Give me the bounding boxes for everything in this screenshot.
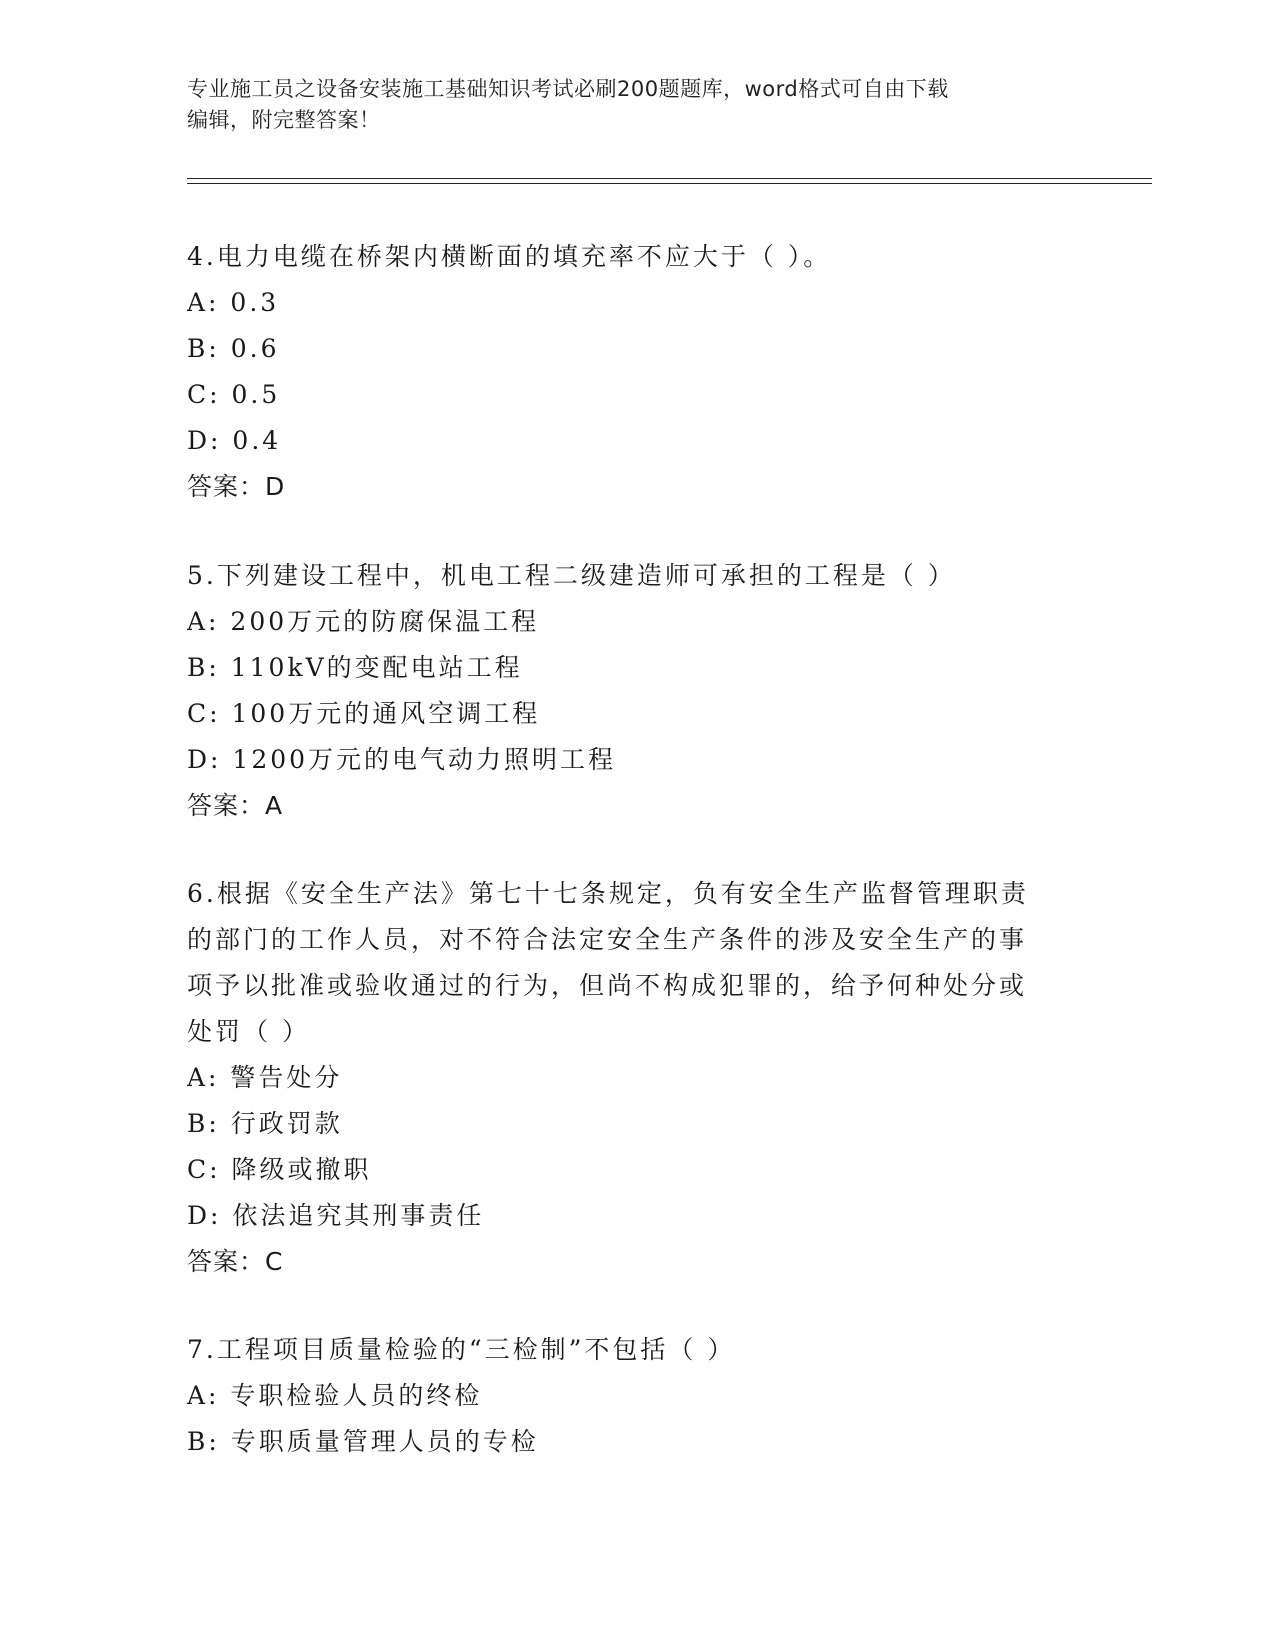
header-divider-top (187, 178, 1152, 179)
question-stem-line-4: 处罚（ ） (187, 1017, 310, 1046)
option-c: C: 降级或撤职 (187, 1155, 372, 1184)
option-a: A: 警告处分 (187, 1063, 343, 1092)
option-d: D: 1200万元的电气动力照明工程 (187, 745, 617, 774)
header-divider-bottom (187, 183, 1152, 184)
option-d: D: 0.4 (187, 426, 282, 455)
option-c: C: 0.5 (187, 380, 281, 409)
question-7 (187, 1327, 1067, 1465)
option-b: B: 0.6 (187, 334, 280, 363)
header-title-line-1: 专业施工员之设备安装施工基础知识考试必刷200题题库，word格式可自由下载 (187, 77, 949, 101)
question-stem: 4.电力电缆在桥架内横断面的填充率不应大于（ ）。 (187, 242, 832, 271)
question-stem-line-2: 的部门的工作人员，对不符合法定安全生产条件的涉及安全生产的事 (187, 925, 1028, 954)
question-5 (187, 553, 1067, 829)
option-b: B: 110kV的变配电站工程 (187, 653, 523, 682)
option-b: B: 行政罚款 (187, 1109, 343, 1138)
question-6 (187, 871, 1067, 1285)
option-a: A: 0.3 (187, 288, 280, 317)
question-stem-line-1: 6.根据《安全生产法》第七十七条规定，负有安全生产监督管理职责 (187, 879, 1029, 908)
header-title-line-2: 编辑，附完整答案！ (187, 108, 381, 132)
answer: 答案：C (187, 1247, 284, 1276)
option-d: D: 依法追究其刑事责任 (187, 1201, 485, 1230)
answer: 答案：D (187, 472, 286, 501)
option-b: B: 专职质量管理人员的专检 (187, 1427, 539, 1456)
document-header (187, 74, 1067, 136)
question-stem: 5.下列建设工程中，机电工程二级建造师可承担的工程是（ ） (187, 561, 956, 590)
question-4 (187, 234, 1067, 510)
option-a: A: 200万元的防腐保温工程 (187, 607, 540, 636)
question-stem-line-3: 项予以批准或验收通过的行为，但尚不构成犯罪的，给予何种处分或 (187, 971, 1028, 1000)
answer: 答案：A (187, 791, 284, 820)
question-stem: 7.工程项目质量检验的“三检制”不包括（ ） (187, 1335, 736, 1364)
option-a: A: 专职检验人员的终检 (187, 1381, 483, 1410)
option-c: C: 100万元的通风空调工程 (187, 699, 541, 728)
